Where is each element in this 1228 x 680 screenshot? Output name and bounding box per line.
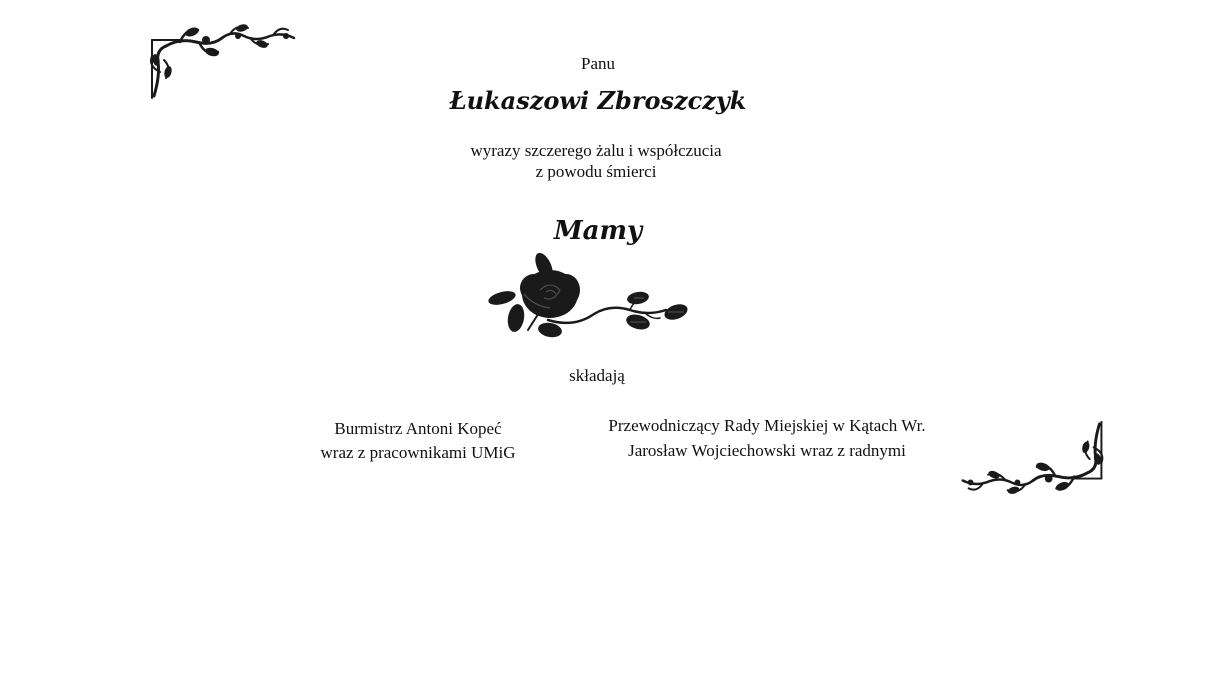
signer-council-chair bbox=[586, 413, 948, 463]
condolence-line-2: z powodu śmierci bbox=[535, 162, 657, 181]
condolence-line-1: wyrazy szczerego żalu i współczucia bbox=[470, 141, 722, 160]
signer-council-line-2: Jarosław Wojciechowski wraz z radnymi bbox=[628, 441, 906, 460]
condolence-message bbox=[0, 140, 1192, 182]
greeting-text: Panu bbox=[581, 54, 615, 73]
signer-mayor bbox=[300, 417, 536, 465]
signer-council-line-1: Przewodniczący Rady Miejskiej w Kątach Wr. bbox=[608, 416, 926, 435]
bottom-right-ornament-icon bbox=[954, 418, 1116, 502]
offered-by-text: składają bbox=[569, 366, 625, 385]
recipient-name: Łukaszowi Zbroszczyk bbox=[449, 86, 747, 115]
deceased-name: Mamy bbox=[553, 216, 643, 246]
signer-mayor-line-1: Burmistrz Antoni Kopeć bbox=[334, 419, 502, 438]
black-rose-icon bbox=[484, 250, 690, 346]
signer-mayor-line-2: wraz z pracownikami UMiG bbox=[320, 443, 516, 462]
